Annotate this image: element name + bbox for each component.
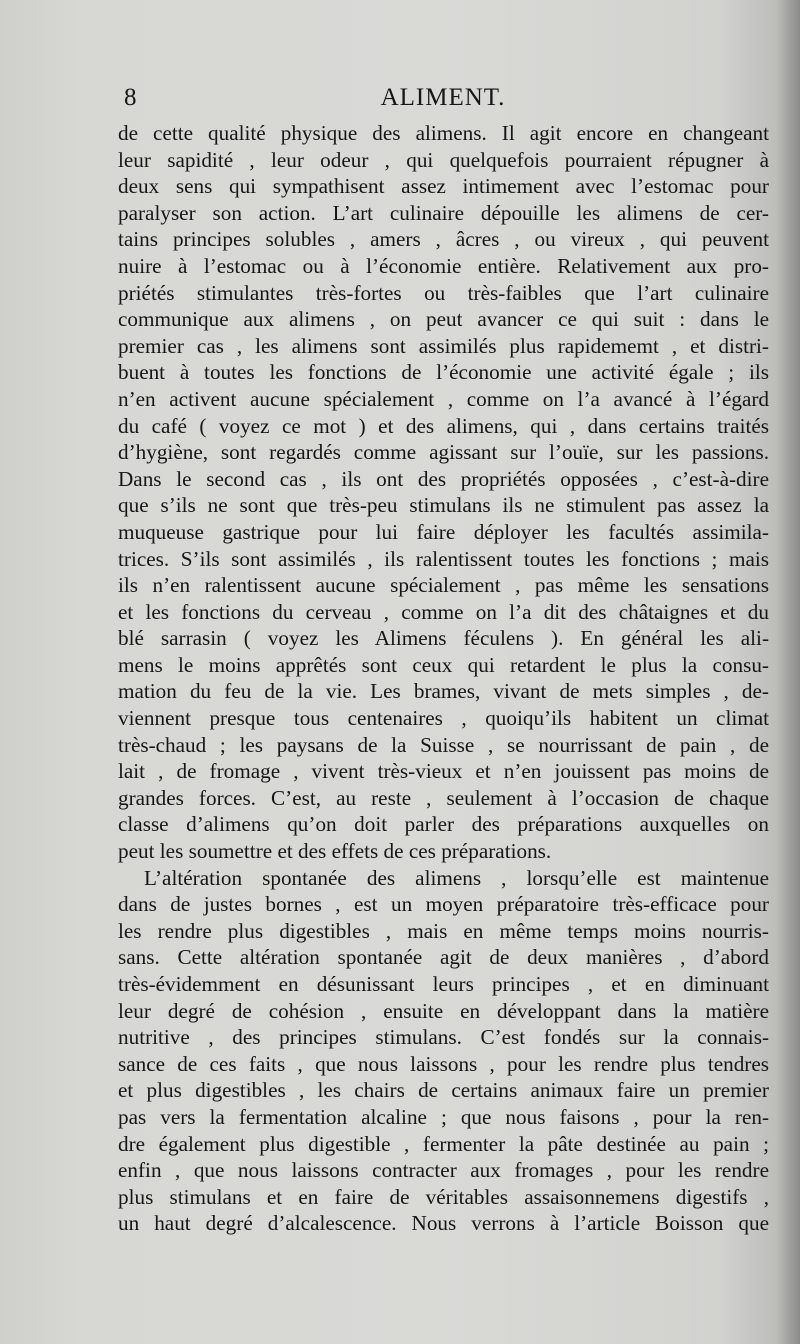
text-line: communique aux alimens , on peut avancer ce qui suit : dans le <box>118 307 769 332</box>
text-line: classe d’alimens qu’on doit parler des préparations auxquelles on <box>118 812 769 837</box>
text-line: deux sens qui sympathisent assez intimement avec l’estomac pour <box>118 174 769 199</box>
text-line: L’altération spontanée des alimens , lorsqu’elle est maintenue <box>144 865 769 890</box>
text-line: ils n’en ralentissent aucune spécialement , pas même les sensations <box>118 573 769 598</box>
text-line: peut les soumettre et des effets de ces préparations. <box>118 839 552 864</box>
running-head: ALIMENT. <box>380 84 506 111</box>
text-line: très-évidemment en désunissant leurs principes , et en diminuant <box>118 972 769 996</box>
text-line: d’hygiène, sont regardés comme agissant sur l’ouïe, sur les passions. <box>118 440 769 465</box>
text-line: premier cas , les alimens sont assimilés plus rapidememt , et distri- <box>118 333 769 358</box>
text-line: sance de ces faits , que nous laissons , pour les rendre plus tendres <box>118 1051 769 1076</box>
text-line: plus stimulans et en faire de véritables assaisonnemens digestifs , <box>118 1184 769 1209</box>
text-line: paralyser son action. L’art culinaire dépouille les alimens de cer- <box>118 200 769 225</box>
text-line: sans. Cette altération spontanée agit de deux manières , d’abord <box>118 945 769 970</box>
body-text <box>118 120 769 1237</box>
text-line: viennent presque tous centenaires , quoiqu’ils habitent un climat <box>118 706 769 731</box>
text-line: trices. S’ils sont assimilés , ils ralentissent toutes les fonctions ; mais <box>118 546 769 571</box>
text-line: de cette qualité physique des alimens. Il agit encore en changeant <box>118 121 769 145</box>
text-line: un haut degré d’alcalescence. Nous verrons à l’article Boisson que <box>118 1211 769 1236</box>
text-line: leur degré de cohésion , ensuite en développant dans la matière <box>118 998 769 1023</box>
text-line: priétés stimulantes très-fortes ou très-faibles que l’art culinaire <box>118 280 769 305</box>
text-line: pas vers la fermentation alcaline ; que nous faisons , pour la ren- <box>118 1104 769 1129</box>
text-line: très-chaud ; les paysans de la Suisse , se nourrissant de pain , de <box>118 732 769 757</box>
text-line: dans de justes bornes , est un moyen préparatoire très-efficace pour <box>118 892 769 917</box>
text-line: et les fonctions du cerveau , comme on l’a dit des châtaignes et du <box>118 599 769 624</box>
text-line: lait , de fromage , vivent très-vieux et n’en jouissent pas moins de <box>118 759 769 784</box>
text-line: mation du feu de la vie. Les brames, vivant de mets simples , de- <box>118 679 769 704</box>
text-line: dre également plus digestible , fermenter la pâte destinée au pain ; <box>118 1131 769 1156</box>
page-header <box>120 84 766 120</box>
text-line: n’en activent aucune spécialement , comme on l’a avancé à l’égard <box>118 386 769 411</box>
text-line: tains principes solubles , amers , âcres , ou vireux , qui peuvent <box>118 227 769 252</box>
text-line: Dans le second cas , ils ont des propriétés opposées , c’est-à-dire <box>118 466 769 491</box>
text-line: leur sapidité , leur odeur , qui quelquefois pourraient répugner à <box>118 147 769 172</box>
text-line: blé sarrasin ( voyez les Alimens féculens ). En général les ali- <box>118 626 769 651</box>
text-line: grandes forces. C’est, au reste , seulement à l’occasion de chaque <box>118 785 769 810</box>
text-line: muqueuse gastrique pour lui faire déployer les facultés assimila- <box>118 519 769 544</box>
text-line: que s’ils ne sont que très-peu stimulans ils ne stimulent pas assez la <box>118 493 769 518</box>
text-line: et plus digestibles , les chairs de certains animaux faire un premier <box>118 1078 769 1103</box>
page-number: 8 <box>124 84 137 111</box>
text-line: du café ( voyez ce mot ) et des alimens, qui , dans certains traités <box>118 413 769 438</box>
text-line: buent à toutes les fonctions de l’économie une activité égale ; ils <box>118 360 769 385</box>
text-line: nutritive , des principes stimulans. C’est fondés sur la connais- <box>118 1025 769 1050</box>
text-line: mens le moins apprêtés sont ceux qui retardent le plus la consu- <box>118 652 769 677</box>
text-line: nuire à l’estomac ou à l’économie entière. Relativement aux pro- <box>118 253 769 278</box>
text-line: enfin , que nous laissons contracter aux fromages , pour les rendre <box>118 1158 769 1183</box>
text-line: les rendre plus digestibles , mais en même temps moins nourris- <box>118 918 769 943</box>
